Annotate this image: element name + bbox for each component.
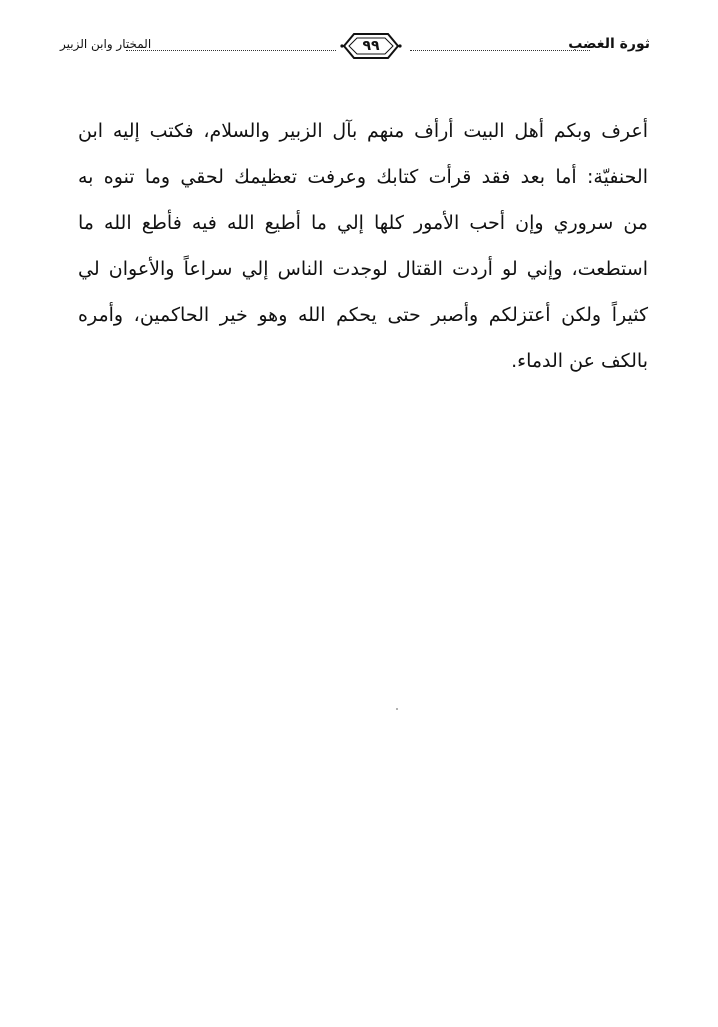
scan-speck xyxy=(396,708,398,710)
body-paragraph xyxy=(78,108,648,384)
text-line: بالكف عن الدماء. xyxy=(511,350,648,372)
header-dotted-leader-left xyxy=(126,50,336,51)
chapter-title: ثورة الغضب xyxy=(568,36,650,52)
page-number-ornament xyxy=(340,30,402,62)
text-line: استطعت، وإني لو أردت القتال لوجدت الناس إلي سراعاً والأعوان لي xyxy=(78,258,648,280)
page-number: ٩٩ xyxy=(362,38,380,54)
text-line: من سروري وإن أحب الأمور كلها إلي ما أطيع الله فيه فأطع الله ما xyxy=(78,212,648,234)
section-title: المختار وابن الزبير xyxy=(60,37,152,51)
page-header xyxy=(60,28,650,68)
header-dotted-leader-right xyxy=(410,50,590,51)
text-line: الحنفيّة: أما بعد فقد قرأت كتابك وعرفت تعظيمك لحقي وما تنوه به xyxy=(78,166,648,188)
text-line: أعرف وبكم أهل البيت أرأف منهم بآل الزبير والسلام، فكتب إليه ابن xyxy=(78,120,648,142)
text-line: كثيراً ولكن أعتزلكم وأصبر حتى يحكم الله وهو خير الحاكمين، وأمره xyxy=(78,304,648,326)
